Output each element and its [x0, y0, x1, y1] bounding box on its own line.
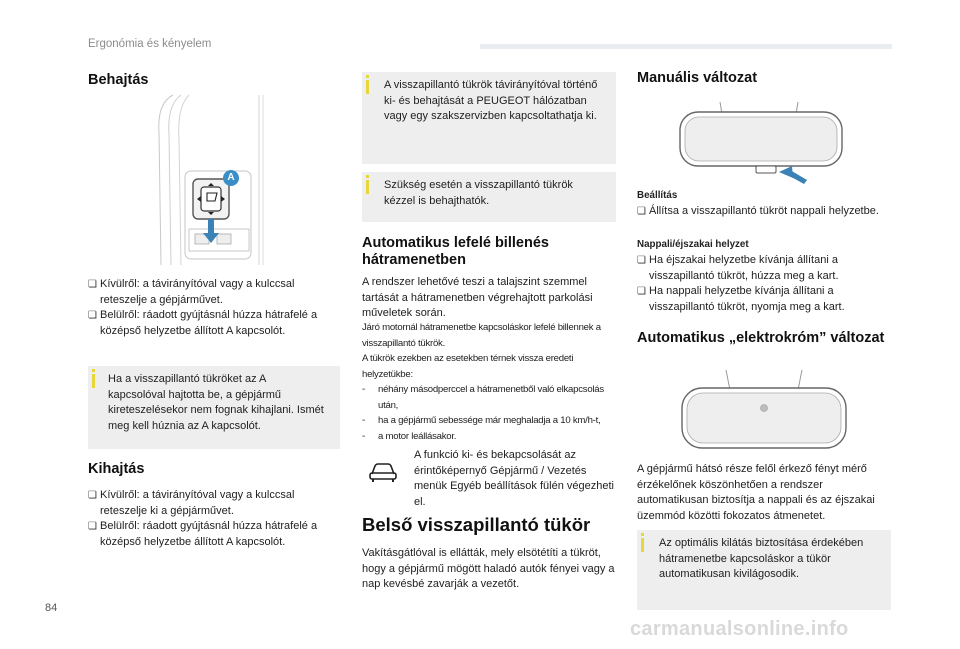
nappali-bullet-text: Ha nappali helyzetbe kívánja állítani a visszapillantó tükröt, nyomja meg a kart.: [649, 285, 845, 313]
nappali-bullet-text: Ha éjszakai helyzetbe kívánja állítani a visszapillantó tükröt, húzza meg a kart.: [649, 254, 839, 282]
nappali-list: [637, 253, 889, 315]
section-title: Ergonómia és kényelem: [88, 38, 212, 50]
kihajtas-bullet: [88, 519, 336, 550]
info-icon: [641, 538, 644, 552]
behajtas-bullet-text: Kívülről: a távirányítóval vagy a kulccsal reteszelje a gépjárművet.: [100, 278, 295, 306]
checkbox-icon: ❏: [88, 521, 97, 532]
beallitas-bullet-text: Állítsa a visszapillantó tükröt nappali helyzetbe.: [649, 205, 879, 217]
list-item: - néhány másodperccel a hátramenetből való elkapcsolás után,: [362, 384, 604, 411]
behajtas-bullet: [88, 277, 336, 308]
manual-heading: Manuális változat: [637, 70, 758, 86]
electro-text: A gépjármű hátsó része felől érkező fényt mérő érzékelőnek köszönhetően a rendszer automatikusan biztosítja a nappali és az éjszakai üzemmód közötti fokozatos átmenetet.: [637, 463, 875, 522]
info-icon: [92, 374, 95, 388]
auto-tilt-intro: A rendszer lehetővé teszi a talajszint szemmel tartását a hátramenetben végrehajtott parkolási műveletek során.: [362, 276, 593, 319]
auto-tilt-p2: Járó motornál hátramenetbe kapcsoláskor lefelé billennek a visszapillantó tükrök.: [362, 322, 601, 349]
watermark: carmanualsonline.info: [630, 618, 849, 640]
kihajtas-bullet-text: Kívülről: a távirányítóval vagy a kulccsal reteszelje ki a gépjárművet.: [100, 489, 295, 517]
note-box: [362, 72, 616, 164]
kihajtas-list: [88, 488, 336, 550]
note-box: [362, 172, 616, 222]
electrochrome-mirror-illustration: [678, 366, 858, 456]
info-icon: [366, 180, 369, 194]
car-icon: [368, 460, 398, 484]
kihajtas-bullet-text: Belülről: ráadott gyújtásnál húzza hátrafelé a középső helyzetbe állított A kapcsolót.: [100, 520, 318, 548]
page-number: 84: [45, 602, 58, 614]
manual-mirror-illustration: [676, 100, 856, 186]
checkbox-icon: ❏: [637, 255, 646, 266]
note-box: [88, 366, 340, 449]
note-text: A visszapillantó tükrök távirányítóval történő ki- és behajtását a PEUGEOT hálózatban vagy egy szakszervizben kapcsoltathatja ki.: [384, 79, 598, 122]
list-item: - a motor leállásakor.: [362, 430, 457, 442]
nappali-bullet: [637, 284, 889, 315]
list-item-text: a motor leállásakor.: [378, 430, 457, 442]
kihajtas-bullet: [88, 488, 336, 519]
checkbox-icon: ❏: [637, 206, 646, 217]
behajtas-bullet-text: Belülről: ráadott gyújtásnál húzza hátrafelé a középső helyzetbe állított A kapcsolót.: [100, 309, 318, 337]
header-bar: [480, 44, 892, 49]
checkbox-icon: ❏: [88, 310, 97, 321]
electro-heading: Automatikus „elektrokróm” változat: [637, 330, 885, 346]
beallitas-bullet: [637, 204, 887, 220]
beallitas-list: [637, 204, 887, 220]
nappali-label: Nappali/éjszakai helyzet: [637, 239, 749, 250]
kihajtas-heading: Kihajtás: [88, 461, 145, 477]
beallitas-label: Beállítás: [637, 190, 678, 201]
mirror-switch-illustration: [155, 93, 265, 265]
note-text: Ha a visszapillantó tükröket az A kapcsolóval hajtotta be, a gépjármű kireteszelésekor nem fognak kihajlani. Ismét meg kell húznia az A kapcsolót.: [108, 373, 324, 432]
note-box: [637, 530, 891, 610]
inner-mirror-text: Vakításgátlóval is ellátták, mely elsötétíti a tükröt, hogy a gépjármű mögött haladó autók fényei vagy a nap kevésbé zavarják a vezetőt.: [362, 547, 615, 590]
list-item: - ha a gépjármű sebessége már meghaladja a 10 km/h-t,: [362, 415, 601, 426]
behajtas-bullet: [88, 308, 336, 339]
checkbox-icon: ❏: [637, 286, 646, 297]
behajtas-heading: Behajtás: [88, 72, 149, 88]
info-icon: [366, 80, 369, 94]
nappali-bullet: [637, 253, 889, 284]
auto-tilt-heading: Automatikus lefelé billenés hátramenetben: [362, 235, 549, 268]
note-text: Szükség esetén a visszapillantó tükrök kézzel is behajthatók.: [384, 179, 573, 207]
auto-tilt-list: [362, 382, 618, 444]
checkbox-icon: ❏: [88, 279, 97, 290]
inner-mirror-heading: Belső visszapillantó tükör: [362, 514, 591, 535]
behajtas-list: [88, 277, 336, 339]
auto-tilt-p3: A tükrök ezekben az esetekben térnek vissza eredeti helyzetükbe:: [362, 353, 574, 380]
note-text: Az optimális kilátás biztosítása érdekében hátramenetbe kapcsoláskor a tükör automatikusan kivilágosodik.: [659, 537, 864, 580]
checkbox-icon: ❏: [88, 490, 97, 501]
car-note-text: A funkció ki- és bekapcsolását az érintőképernyő Gépjármű / Vezetés menük Egyéb beállítások fülén végezheti el.: [414, 449, 614, 508]
list-item-text: ha a gépjármű sebessége már meghaladja a 10 km/h-t,: [378, 415, 601, 426]
switch-a-label: A: [227, 172, 235, 183]
list-item-text: néhány másodperccel a hátramenetből való elkapcsolás után,: [378, 384, 604, 411]
